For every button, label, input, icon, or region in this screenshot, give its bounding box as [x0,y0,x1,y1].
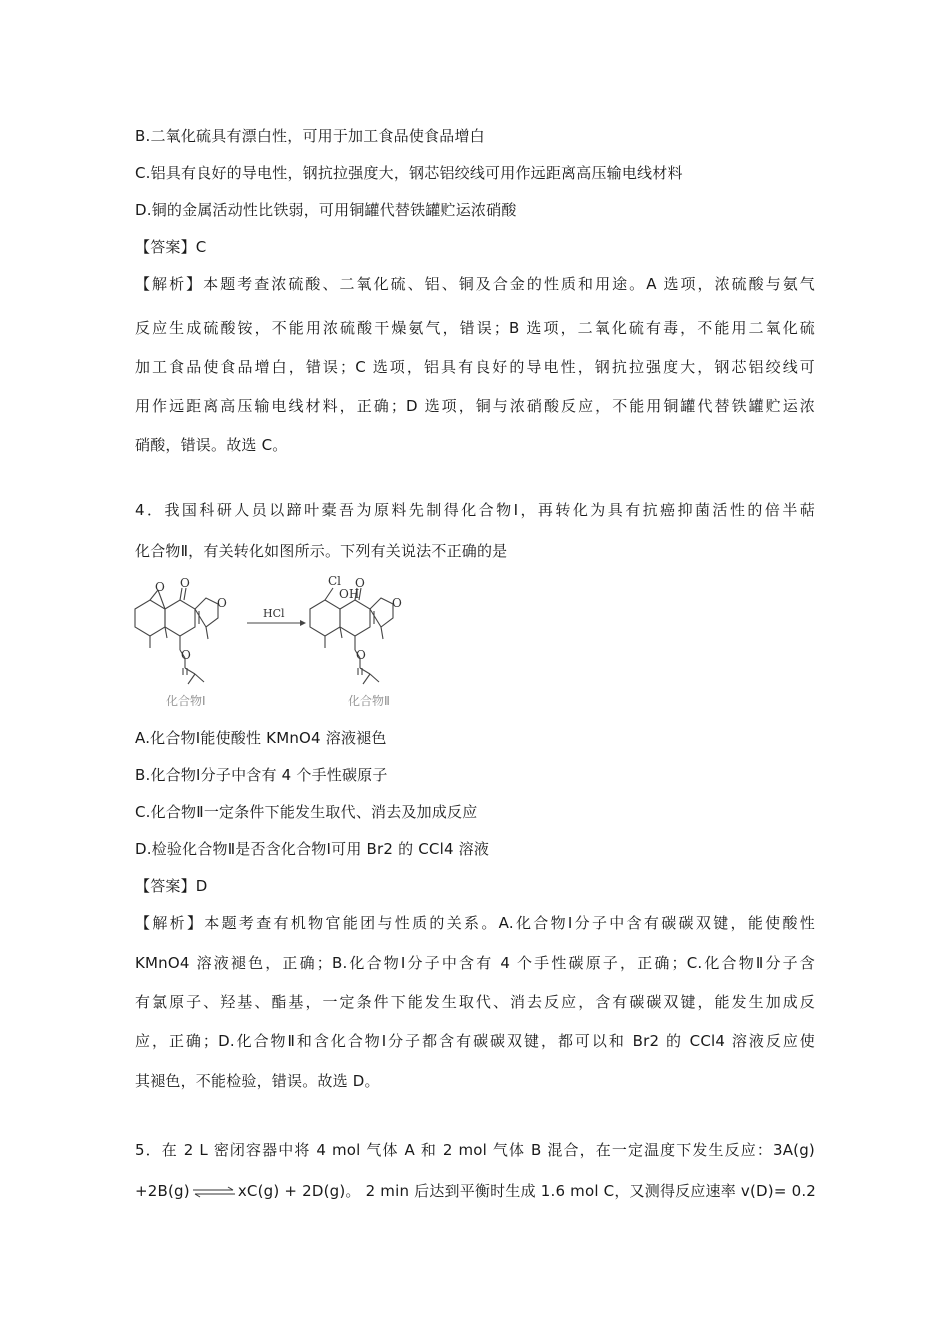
q3-option-d: D.铜的金属活动性比铁弱，可用铜罐代替铁罐贮运浓硝酸 [135,201,517,219]
atom-oh: OH [339,587,360,601]
q4-analysis-line: 其褪色，不能检验，错误。故选 D。 [135,1072,380,1090]
q3-analysis-line: 硝酸，错误。故选 C。 [135,436,288,454]
q3-option-b: B.二氧化硫具有漂白性，可用于加工食品使食品增白 [135,127,485,145]
q5-stem-line-2 [135,1181,815,1201]
reaction-arrow [247,620,306,626]
atom-o-ester: O [181,648,191,662]
q4-analysis-line: KMnO4 溶液褪色，正确；B.化合物Ⅰ分子中含有 4 个手性碳原子，正确；C.化合物Ⅱ分子含 [135,954,815,972]
q3-analysis-line: 用作远距离高压输电线材料，正确；D 选项，铜与浓硝酸反应，不能用铜罐代替铁罐贮运浓 [135,397,815,415]
q5-equation-left: +2B(g) [135,1182,190,1200]
atom-cl: Cl [328,576,342,588]
equilibrium-arrow-icon [191,1186,237,1198]
atom-o-ketone-2: O [355,576,365,590]
atom-o-epoxide: O [155,580,165,594]
atom-o-ketone: O [180,576,190,590]
q4-analysis-line: 有氯原子、羟基、酯基，一定条件下能发生取代、消去反应，含有碳碳双键，能发生加成反 [135,993,815,1011]
q3-analysis-line: 【解析】本题考查浓硫酸、二氧化硫、铝、铜及合金的性质和用途。A 选项，浓硫酸与氨气 [135,275,815,293]
reaction-scheme [130,576,430,710]
q4-option-d: D.检验化合物Ⅱ是否含化合物Ⅰ可用 Br2 的 CCl4 溶液 [135,840,490,858]
q4-analysis-line: 【解析】本题考查有机物官能团与性质的关系。A.化合物Ⅰ分子中含有碳碳双键，能使酸性 [135,914,815,932]
compound-2-structure [310,588,393,684]
atom-o-ester-2: O [356,648,366,662]
compound-1-structure [135,588,218,684]
q5-stem-line-1: 5．在 2 L 密闭容器中将 4 mol 气体 A 和 2 mol 气体 B 混合，在一定温度下发生反应：3A(g) [135,1141,815,1159]
q4-stem-line: 化合物Ⅱ，有关转化如图所示。下列有关说法不正确的是 [135,542,508,560]
q3-option-c: C.铝具有良好的导电性，钢抗拉强度大，钢芯铝绞线可用作远距离高压输电线材料 [135,164,683,182]
q3-analysis-line: 反应生成硫酸铵，不能用浓硫酸干燥氨气，错误；B 选项，二氧化硫有毒，不能用二氧化硫 [135,319,815,337]
atom-o-furan: O [217,596,227,610]
q3-answer: 【答案】C [135,238,207,256]
compound-1-label: 化合物Ⅰ [166,694,206,708]
atom-o-furan-2: O [392,596,402,610]
reagent-label: HCl [263,607,285,620]
q4-option-c: C.化合物Ⅱ一定条件下能发生取代、消去及加成反应 [135,803,478,821]
compound-2-label: 化合物Ⅱ [348,694,390,708]
q4-analysis-line: 应，正确；D.化合物Ⅱ和含化合物Ⅰ分子都含有碳碳双键，都可以和 Br2 的 CCl4 溶液反应使 [135,1032,815,1050]
q4-option-b: B.化合物Ⅰ分子中含有 4 个手性碳原子 [135,766,388,784]
reaction-scheme-svg [130,576,430,710]
q4-answer: 【答案】D [135,877,208,895]
q4-stem-line: 4．我国科研人员以蹄叶橐吾为原料先制得化合物Ⅰ，再转化为具有抗癌抑菌活性的倍半萜 [135,501,815,519]
q5-equation-right: xC(g) + 2D(g)。 2 min 后达到平衡时生成 1.6 mol C，又测得反应速率 v(D)= 0.2 [237,1182,817,1200]
q4-option-a: A.化合物Ⅰ能使酸性 KMnO4 溶液褪色 [135,729,387,747]
q3-analysis-line: 加工食品使食品增白，错误；C 选项，铝具有良好的导电性，钢抗拉强度大，钢芯铝绞线可 [135,358,815,376]
